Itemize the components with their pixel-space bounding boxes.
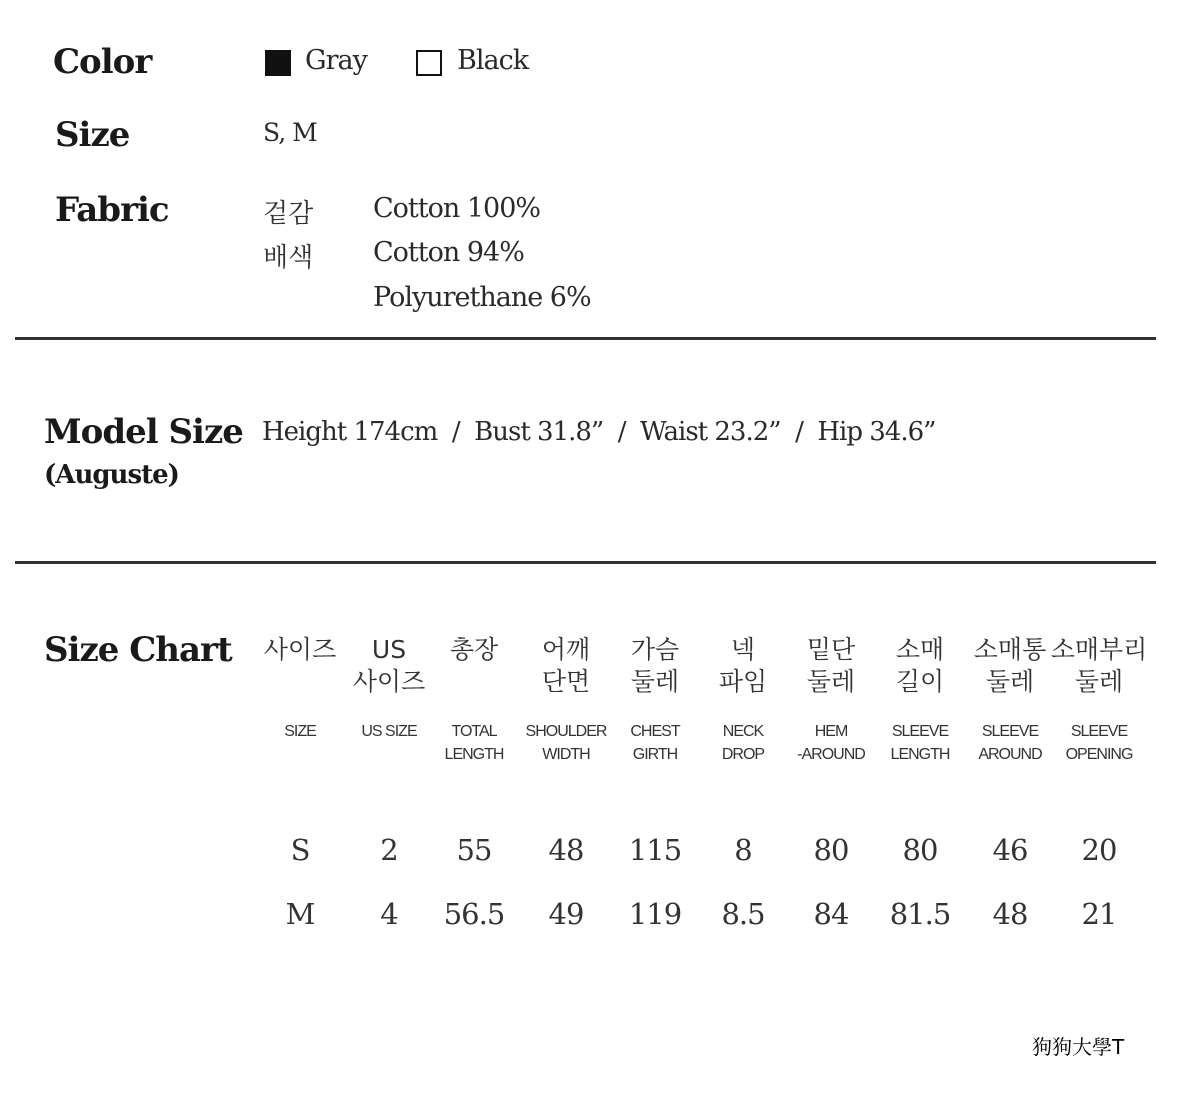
table-cell: 20 — [1081, 833, 1117, 867]
column-header-kr: 가슴 둘레 — [630, 635, 680, 696]
table-cell: 8.5 — [721, 897, 765, 931]
column-header-en: TOTAL LENGTH — [444, 723, 504, 763]
table-cell: 2 — [380, 833, 398, 867]
column-header-kr: 소매부리 둘레 — [1050, 635, 1148, 696]
color-label: Color — [53, 42, 152, 82]
column-header-kr: 사이즈 — [263, 635, 337, 664]
table-cell: 8 — [734, 833, 752, 867]
table-cell: 115 — [628, 833, 682, 867]
table-cell: 46 — [992, 833, 1028, 867]
table-cell: 4 — [380, 897, 398, 931]
size-chart-label: Size Chart — [44, 630, 232, 670]
size-chart-column — [605, 634, 705, 946]
size-chart-column — [516, 634, 616, 946]
size-chart-column — [1049, 634, 1149, 946]
column-header-en: SLEEVE AROUND — [978, 723, 1042, 763]
column-header-kr: 밑단 둘레 — [806, 635, 856, 696]
fabric-material-accent-2: Polyurethane 6% — [373, 282, 591, 313]
size-chart-column — [250, 634, 350, 946]
fabric-material-outer: Cotton 100% — [373, 193, 541, 224]
table-cell: 119 — [628, 897, 682, 931]
gray-swatch — [265, 50, 291, 76]
table-cell: 21 — [1081, 897, 1117, 931]
column-header-kr: 총장 — [449, 635, 499, 664]
size-value: S, M — [263, 118, 317, 147]
column-header-en: US SIZE — [361, 723, 417, 740]
table-cell: 55 — [456, 833, 492, 867]
table-cell: 80 — [902, 833, 938, 867]
column-header-en: SLEEVE OPENING — [1065, 723, 1133, 763]
table-cell: 48 — [548, 833, 584, 867]
column-header-en: SIZE — [284, 723, 316, 740]
model-name: (Auguste) — [44, 460, 179, 490]
size-chart-column — [424, 634, 524, 946]
column-header-kr: 어깨 단면 — [541, 635, 591, 696]
watermark: 狗狗大學T — [1032, 1035, 1125, 1059]
table-cell: 84 — [813, 897, 849, 931]
table-cell: 56.5 — [443, 897, 505, 931]
divider-bottom — [15, 561, 1156, 564]
table-cell: M — [285, 897, 315, 931]
column-header-kr: 소매통 둘레 — [973, 635, 1047, 696]
fabric-part-accent: 배색 — [263, 243, 314, 273]
fabric-part-outer: 겉감 — [263, 199, 314, 229]
column-header-kr: 넥 파임 — [718, 635, 768, 696]
model-size-label: Model Size — [44, 412, 243, 452]
size-label: Size — [55, 115, 130, 155]
column-header-en: SLEEVE LENGTH — [890, 723, 950, 763]
size-chart-column — [693, 634, 793, 946]
black-swatch — [416, 50, 442, 76]
model-measurements: Height 174cm / Bust 31.8” / Waist 23.2” / Hip 34.6” — [262, 417, 936, 447]
column-header-en: CHEST GIRTH — [630, 723, 680, 763]
table-cell: 48 — [992, 897, 1028, 931]
size-chart-column — [960, 634, 1060, 946]
table-cell: 80 — [813, 833, 849, 867]
column-header-en: NECK DROP — [721, 723, 765, 763]
fabric-material-accent-1: Cotton 94% — [373, 237, 524, 268]
table-cell: S — [290, 833, 310, 867]
column-header-kr: US 사이즈 — [352, 635, 426, 696]
color-option-gray: Gray — [305, 45, 367, 76]
table-cell: 49 — [548, 897, 584, 931]
size-chart-column — [781, 634, 881, 946]
column-header-kr: 소매 길이 — [895, 635, 945, 696]
color-option-black: Black — [457, 45, 529, 76]
column-header-en: SHOULDER WIDTH — [525, 723, 607, 763]
size-chart-column — [870, 634, 970, 946]
divider-top — [15, 337, 1156, 340]
column-header-en: HEM -AROUND — [797, 723, 865, 763]
fabric-label: Fabric — [55, 190, 169, 230]
table-cell: 81.5 — [889, 897, 951, 931]
